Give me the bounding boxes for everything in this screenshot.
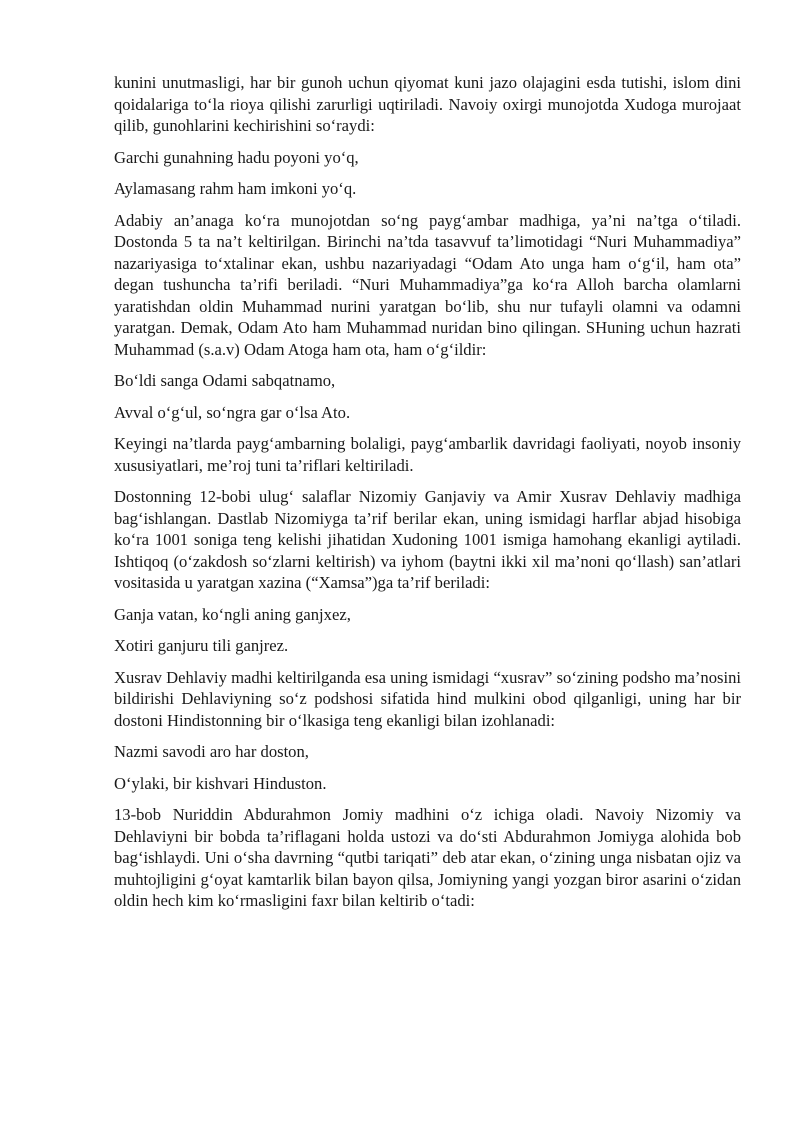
verse-line: Ganja vatan, ko‘ngli aning ganjxez, xyxy=(114,604,351,624)
paragraph: Adabiy an’anaga ko‘ra munojotdan so‘ng payg‘ambar madhiga, ya’ni na’tga o‘tiladi. Dostonda 5 ta na’t keltirilgan. Birinchi na’tda tasavvuf ta’limotidagi “Nuri Muhammadiya” nazariyasiga to‘xtalinar ekan, ushbu nazariyadagi “Odam Ato unga ham o‘g‘il, ham ota” degan tushuncha ta’rifi beriladi. “Nuri Muhammadiya”ga ko‘ra Alloh barcha olamlarni yaratishdan oldin Muhammad nurini yaratgan bo‘lib, shu nur tufayli olamni va odamni yaratgan. Demak, Odam Ato ham Muhammad nuridan bino qilingan. SHuning uchun hazrati Muhammad (s.a.v) Odam Atoga ham ota, ham o‘g‘ildir: xyxy=(114,210,741,359)
verse-line: O‘ylaki, bir kishvari Hinduston. xyxy=(114,773,327,793)
verse-line: Avval o‘g‘ul, so‘ngra gar o‘lsa Ato. xyxy=(114,402,351,422)
verse-line: Aylamasang rahm ham imkoni yo‘q. xyxy=(114,179,357,198)
verse-line: Bo‘ldi sanga Odami sabqatnamo, xyxy=(114,371,336,390)
paragraph: Dostonning 12-bobi ulug‘ salaflar Nizomiy Ganjaviy va Amir Xusrav Dehlaviy madhiga bag‘ishlangan. Dastlab Nizomiyga ta’rif berilar ekan, uning ismidagi harflar abjad hisobiga ko‘ra 1001 soniga teng kelishi jihatidan Xudoning 1001 ismiga hamohang ekanligi aytiladi. Ishtiqoq (o‘zakdosh so‘zlarni keltirish) va iyhom (baytni ikki xil ma’noni qo‘llash) san’atlari vositasida u yaratgan xazina (“Xamsa”)ga ta’rif beriladi: xyxy=(114,487,741,592)
paragraph: kunini unutmasligi, har bir gunoh uchun qiyomat kuni jazo olajagini esda tutishi, islom dini qoidalariga to‘la rioya qilishi zarurligi uqtiriladi. Navoiy oxirgi munojotda Xudoga murojaat qilib, gunohlarini kechirishini so‘raydi: xyxy=(114,73,741,135)
paragraph: Xusrav Dehlaviy madhi keltirilganda esa uning ismidagi “xusrav” so‘zining podsho ma’nosini bildirishi Dehlaviyning so‘z podshosi sifatida hind mulkini obod qilganligi, uning har bir dostoni Hindistonning bir o‘lkasiga teng ekanligi bilan izohlanadi: xyxy=(114,667,741,730)
verse-line: Nazmi savodi aro har doston, xyxy=(114,742,309,761)
verse-line: Garchi gunahning hadu poyoni yo‘q, xyxy=(114,147,359,167)
paragraph: Keyingi na’tlarda payg‘ambarning bolaligi, payg‘ambarlik davridagi faoliyati, noyob insoniy xususiyatlari, me’roj tuni ta’riflari keltiriladi. xyxy=(114,434,741,475)
document-page xyxy=(114,72,741,922)
paragraph: 13-bob Nuriddin Abdurahmon Jomiy madhini o‘z ichiga oladi. Navoiy Nizomiy va Dehlaviyni bir bobda ta’riflagani holda ustozi va do‘sti Abdurahmon Jomiyga alohida bob bag‘ishlaydi. Uni o‘sha davrning “qutbi tariqati” deb atar ekan, o‘zining unga nisbatan ojiz va muhtojligini g‘oyat kamtarlik bilan bayon qilsa, Jomiyning yangi yozgan biror asarini o‘zidan oldin hech kim ko‘rmasligini faxr bilan keltirib o‘tadi: xyxy=(114,805,741,910)
verse-line: Xotiri ganjuru tili ganjrez. xyxy=(114,636,289,655)
